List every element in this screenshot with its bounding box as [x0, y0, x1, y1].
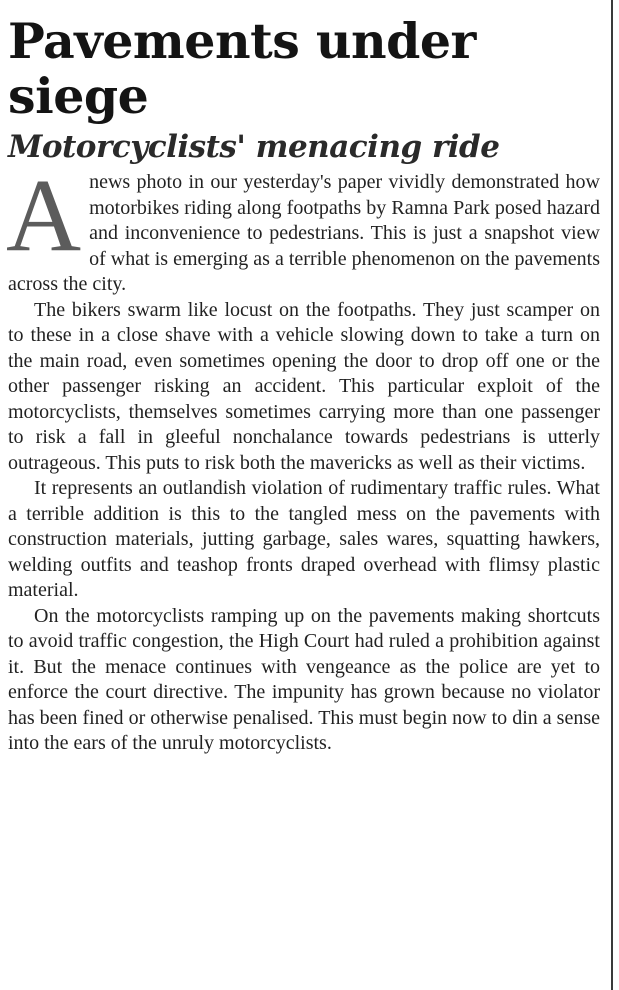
paragraph-2: The bikers swarm like locust on the footpaths. They just scamper on to these in a close shave with a vehicle slowing down to take a turn on the main road, even sometimes opening the door to drop off one or the other passenger risking an accident. This particular exploit of the motorcyclists, themselves sometimes carrying more than one passenger to risk a fall in gleeful nonchalance towards pedestrians is utterly outrageous. This puts to risk both the mavericks as well as their victims.: [8, 298, 600, 474]
article-body: [6, 158, 600, 757]
headline: Pavements under siege: [8, 12, 476, 125]
paragraph-3: It represents an outlandish violation of rudimentary traffic rules. What a terrible addition is this to the tangled mess on the pavements with construction materials, jutting garbage, sales wares, squatting hawkers, welding outfits and teashop fronts draped overhead with flimsy plastic material.: [8, 477, 600, 601]
editorial-article: [8, 14, 600, 757]
paragraph-1-text: news photo in our yesterday's paper vividly demonstrated how motorbikes riding along footpaths by Ramna Park posed hazard and inconvenience to pedestrians. This is just a snapshot view of what is emerging as a terrible phenomenon on the pavements across the city.: [8, 171, 600, 295]
column-divider: [611, 0, 613, 990]
paragraph-4: On the motorcyclists ramping up on the pavements making shortcuts to avoid traffic congestion, the High Court had ruled a prohibition against it. But the menace continues with vengeance as the police are yet to enforce the court directive. The impunity has grown because no violator has been fined or otherwise penalised. This must begin now to din a sense into the ears of the unruly motorcyclists.: [8, 604, 600, 754]
paragraph-1: [6, 158, 600, 298]
drop-cap: A: [6, 158, 82, 273]
subheadline: Motorcyclists' menacing ride: [8, 129, 500, 165]
